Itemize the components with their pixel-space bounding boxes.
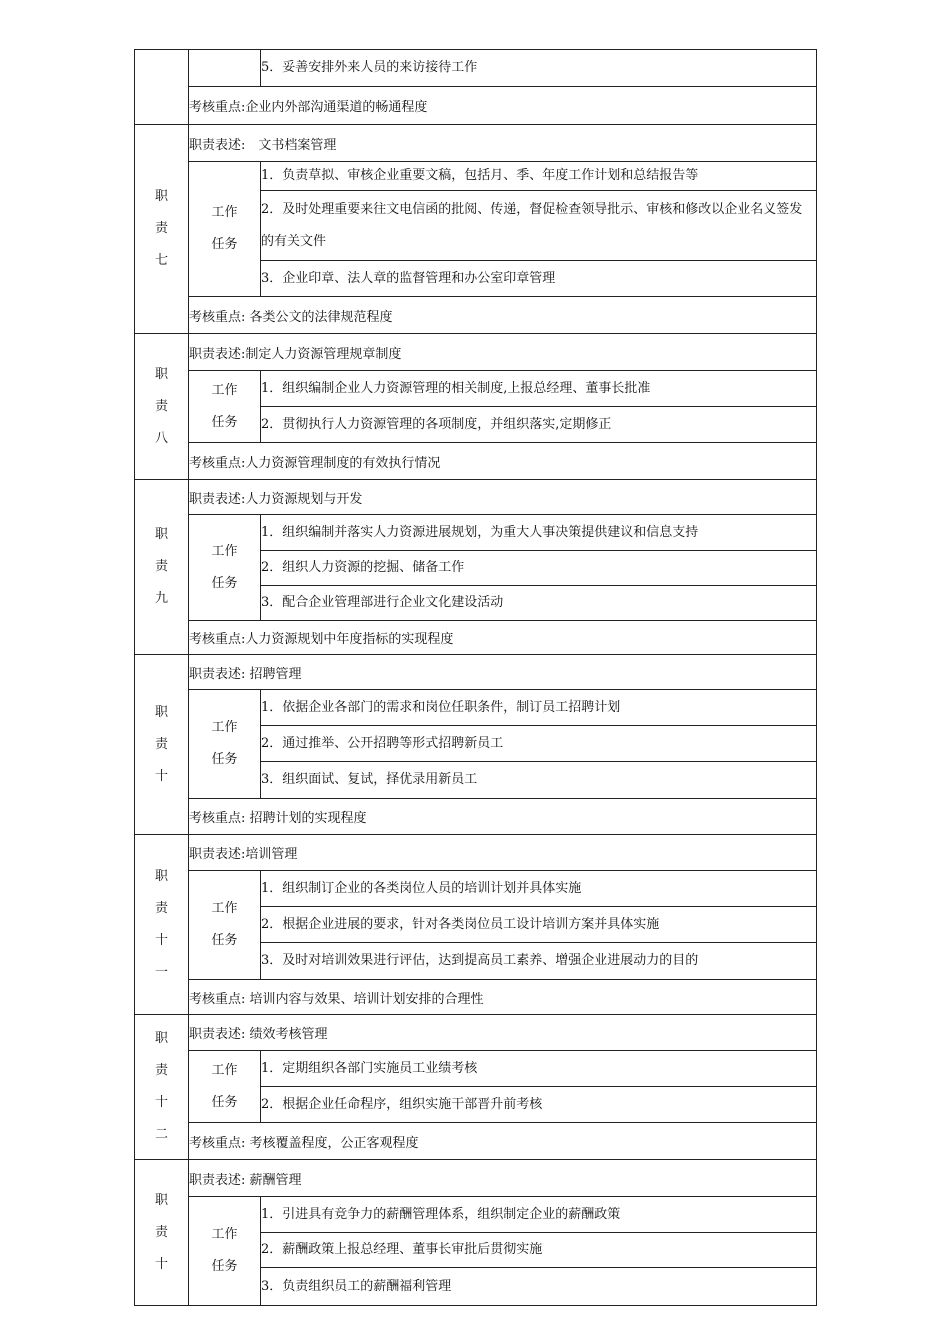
task-label-text: 任务 <box>211 752 238 767</box>
task-label-cell <box>189 690 261 799</box>
duty-statement: 职责表述:培训管理 <box>189 835 817 871</box>
task-label-text: 任务 <box>211 414 238 430</box>
task-item: 2．通过推举、公开招聘等形式招聘新员工 <box>261 726 817 762</box>
section-label-cell <box>135 835 189 1015</box>
task-label-text: 工作 <box>211 543 238 559</box>
section-label-char: 职 <box>154 366 168 382</box>
assessment-focus: 考核重点: 考核覆盖程度，公正客观程度 <box>189 1123 817 1160</box>
task-label-cell <box>189 515 261 621</box>
section-label-char: 十 <box>154 768 168 784</box>
task-label-cell <box>189 371 261 443</box>
task-label-text: 任务 <box>211 237 238 252</box>
duty-statement: 职责表述:制定人力资源管理规章制度 <box>189 334 817 371</box>
task-item: 2．薪酬政策上报总经理、董事长审批后贯彻实施 <box>261 1233 817 1268</box>
section-label-char: 责 <box>154 398 168 414</box>
section-label-char: 十 <box>154 1256 168 1272</box>
assessment-focus: 考核重点: 培训内容与效果、培训计划安排的合理性 <box>189 980 817 1015</box>
duty-statement: 职责表述: 文书档案管理 <box>189 125 817 162</box>
section-label-cell <box>135 480 189 655</box>
section-label-char: 责 <box>154 900 168 916</box>
section-label-cell <box>135 655 189 835</box>
section-label-char: 九 <box>154 591 168 606</box>
duty-table <box>134 49 817 1306</box>
task-item: 2．组织人力资源的挖掘、储备工作 <box>261 551 817 586</box>
task-item: 3．负责组织员工的薪酬福利管理 <box>261 1268 817 1306</box>
task-label-text: 工作 <box>211 720 238 735</box>
section-label-char: 十 <box>154 932 168 948</box>
section-label-char: 职 <box>154 1031 168 1046</box>
task-label-text: 任务 <box>211 933 238 948</box>
section-label-cell <box>135 334 189 480</box>
section-label-char: 八 <box>154 430 168 446</box>
section-label-char: 责 <box>154 221 168 236</box>
task-item: 1．组织制订企业的各类岗位人员的培训计划并具体实施 <box>261 871 817 907</box>
task-item: 1．定期组织各部门实施员工业绩考核 <box>261 1051 817 1087</box>
section-label-char: 职 <box>154 868 168 884</box>
task-item: 3．及时对培训效果进行评估，达到提高员工素养、增强企业进展动力的目的 <box>261 943 817 980</box>
section-label-cell <box>135 125 189 334</box>
task-label-text: 工作 <box>211 205 238 220</box>
task-label-text: 工作 <box>211 1227 238 1242</box>
task-label-text: 任务 <box>211 1259 238 1274</box>
section-label-char: 责 <box>154 1224 168 1240</box>
task-item: 3．企业印章、法人章的监督管理和办公室印章管理 <box>261 261 817 297</box>
task-item: 1．组织编制企业人力资源管理的相关制度,上报总经理、董事长批准 <box>261 371 817 407</box>
assessment-focus: 考核重点: 各类公文的法律规范程度 <box>189 297 817 334</box>
duty-statement: 职责表述: 绩效考核管理 <box>189 1015 817 1051</box>
task-label-cell <box>189 871 261 980</box>
assessment-focus: 考核重点:企业内外部沟通渠道的畅通程度 <box>189 87 817 125</box>
section-label-char: 一 <box>154 964 168 980</box>
task-label-cell <box>189 162 261 297</box>
assessment-focus: 考核重点:人力资源规划中年度指标的实现程度 <box>189 621 817 655</box>
task-item: 1．组织编制并落实人力资源进展规划，为重大人事决策提供建议和信息支持 <box>261 515 817 551</box>
section-label-char: 责 <box>154 559 168 574</box>
task-item: 1．依据企业各部门的需求和岗位任职条件，制订员工招聘计划 <box>261 690 817 726</box>
section-label-char: 职 <box>154 527 168 542</box>
task-label-text: 任务 <box>211 575 238 591</box>
section-label-char: 责 <box>154 736 168 752</box>
task-item: 2．及时处理重要来往文电信函的批阅、传递，督促检查领导批示、审核和修改以企业名义签发的有关文件 <box>261 191 817 261</box>
section-label-char: 七 <box>154 253 168 268</box>
task-label-cell <box>189 1051 261 1123</box>
task-item: 3．配合企业管理部进行企业文化建设活动 <box>261 586 817 621</box>
duty-statement: 职责表述: 招聘管理 <box>189 655 817 690</box>
duty-statement: 职责表述:人力资源规划与开发 <box>189 480 817 515</box>
task-label-cell <box>189 50 261 87</box>
task-item: 3．组织面试、复试，择优录用新员工 <box>261 762 817 799</box>
task-item: 1．引进具有竞争力的薪酬管理体系，组织制定企业的薪酬政策 <box>261 1197 817 1233</box>
section-label-char: 职 <box>154 189 168 204</box>
section-label-char: 十 <box>154 1095 168 1110</box>
duty-statement: 职责表述: 薪酬管理 <box>189 1160 817 1197</box>
task-item: 2．贯彻执行人力资源管理的各项制度，并组织落实,定期修正 <box>261 407 817 443</box>
assessment-focus: 考核重点:人力资源管理制度的有效执行情况 <box>189 443 817 480</box>
task-item: 5．妥善安排外来人员的来访接待工作 <box>261 50 817 87</box>
section-label-cell <box>135 1015 189 1160</box>
task-item: 1．负责草拟、审核企业重要文稿，包括月、季、年度工作计划和总结报告等 <box>261 162 817 191</box>
task-label-text: 工作 <box>211 901 238 916</box>
section-label-char: 二 <box>154 1127 168 1142</box>
task-label-text: 工作 <box>211 1062 238 1078</box>
assessment-focus: 考核重点: 招聘计划的实现程度 <box>189 799 817 835</box>
section-label-char: 责 <box>154 1063 168 1078</box>
task-item: 2．根据企业进展的要求，针对各类岗位员工设计培训方案并具体实施 <box>261 907 817 943</box>
section-label-char: 职 <box>154 704 168 720</box>
task-label-text: 工作 <box>211 382 238 398</box>
section-label-char: 职 <box>154 1192 168 1208</box>
task-label-cell <box>189 1197 261 1306</box>
section-label-cell <box>135 1160 189 1306</box>
task-item: 2．根据企业任命程序，组织实施干部晋升前考核 <box>261 1087 817 1123</box>
section-label-cell <box>135 50 189 125</box>
task-label-text: 任务 <box>211 1094 238 1110</box>
